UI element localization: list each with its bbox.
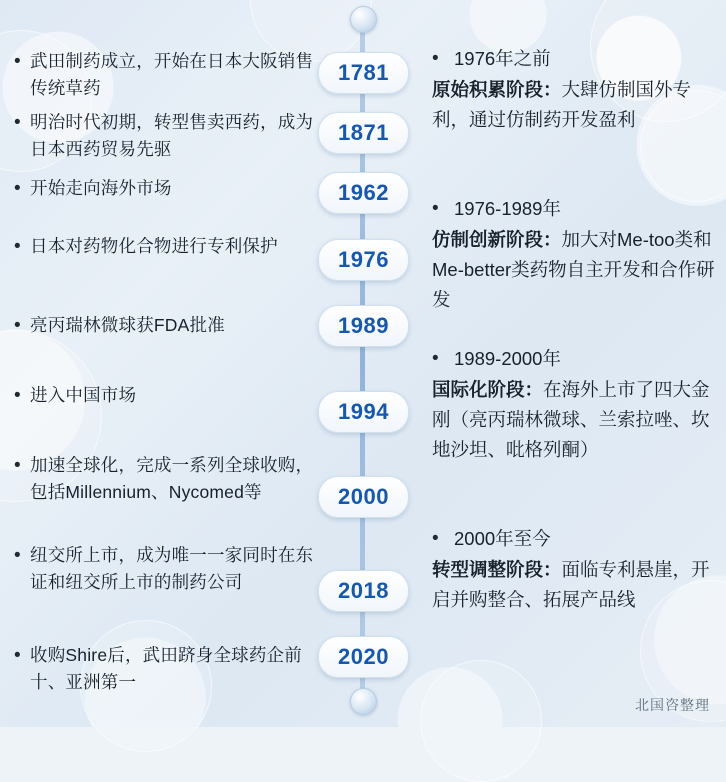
year-chip-2020[interactable]: 2020: [318, 636, 409, 678]
stage-description: [432, 375, 718, 465]
year-chip-1976[interactable]: 1976: [318, 239, 409, 281]
stage-body-text: 在海外上市了四大金刚（亮丙瑞林微球、兰索拉唑、坎地沙坦、吡格列酮）: [432, 379, 710, 460]
list-item-label: 进入中国市场: [30, 385, 137, 405]
stage-header: [432, 194, 718, 224]
list-item: [14, 48, 314, 102]
list-item-label: 亮丙瑞林微球获FDA批准: [30, 315, 225, 335]
stage-period-label: 1989-2000年: [454, 348, 561, 369]
list-item: [14, 175, 314, 202]
stage-name-label: 仿制创新阶段：: [432, 229, 562, 250]
year-chip-1871[interactable]: 1871: [318, 112, 409, 154]
bullet-icon: •: [14, 645, 21, 666]
stage-period-label: 2000年至今: [454, 528, 551, 549]
list-item-label: 明治时代初期，转型售卖西药，成为日本西药贸易先驱: [30, 112, 314, 159]
bullet-icon: •: [14, 178, 21, 199]
year-chip-1989[interactable]: 1989: [318, 305, 409, 347]
bullet-icon: •: [14, 236, 21, 257]
year-chip-1994[interactable]: 1994: [318, 391, 409, 433]
stage-name-label: 原始积累阶段：: [432, 79, 562, 100]
list-item-label: 开始走向海外市场: [30, 178, 172, 198]
bullet-icon: •: [432, 198, 439, 219]
stage-header: [432, 44, 718, 74]
stage-header: [432, 344, 718, 374]
stage-body-text: 大肆仿制国外专利，通过仿制药开发盈利: [432, 79, 692, 130]
list-item: [14, 109, 314, 163]
stage-block: [432, 194, 718, 315]
list-item-label: 纽交所上市，成为唯一一家同时在东证和纽交所上市的制药公司: [30, 545, 314, 592]
year-chip-2018[interactable]: 2018: [318, 570, 409, 612]
stage-body-text: 加大对Me-too类和Me-better类药物自主开发和合作研发: [432, 229, 715, 310]
year-chip-1781[interactable]: 1781: [318, 52, 409, 94]
list-item: [14, 542, 314, 596]
stage-name-label: 国际化阶段：: [432, 379, 544, 400]
stage-header: [432, 524, 718, 554]
stage-name-label: 转型调整阶段：: [432, 559, 562, 580]
background-bubble: [420, 660, 542, 782]
bullet-icon: •: [14, 545, 21, 566]
year-chip-1962[interactable]: 1962: [318, 172, 409, 214]
list-item: [14, 452, 314, 506]
timeline-top-node: [350, 6, 377, 33]
bullet-icon: •: [432, 528, 439, 549]
list-item-label: 收购Shire后，武田跻身全球药企前十、亚洲第一: [30, 645, 302, 692]
stage-description: [432, 555, 718, 615]
stage-block: [432, 44, 718, 135]
stage-block: [432, 524, 718, 615]
timeline-bottom-node: [350, 688, 377, 715]
bullet-icon: •: [14, 385, 21, 406]
stage-description: [432, 75, 718, 135]
list-item: [14, 233, 314, 260]
list-item-label: 日本对药物化合物进行专利保护: [30, 236, 278, 256]
bullet-icon: •: [432, 348, 439, 369]
year-chip-2000[interactable]: 2000: [318, 476, 409, 518]
source-credit: 北国咨整理: [635, 697, 710, 713]
list-item-label: 武田制药成立，开始在日本大阪销售传统草药: [30, 51, 314, 98]
stage-block: [432, 344, 718, 465]
bullet-icon: •: [14, 315, 21, 336]
bullet-icon: •: [14, 51, 21, 72]
list-item: [14, 382, 314, 409]
list-item: [14, 642, 314, 696]
bullet-icon: •: [432, 48, 439, 69]
bullet-icon: •: [14, 455, 21, 476]
stage-body-text: 面临专利悬崖，开启并购整合、拓展产品线: [432, 559, 710, 610]
stage-period-label: 1976-1989年: [454, 198, 561, 219]
list-item-label: 加速全球化，完成一系列全球收购，包括Millennium、Nycomed等: [30, 455, 314, 502]
bullet-icon: •: [14, 112, 21, 133]
stage-description: [432, 225, 718, 315]
stage-period-label: 1976年之前: [454, 48, 551, 69]
list-item: [14, 312, 314, 339]
